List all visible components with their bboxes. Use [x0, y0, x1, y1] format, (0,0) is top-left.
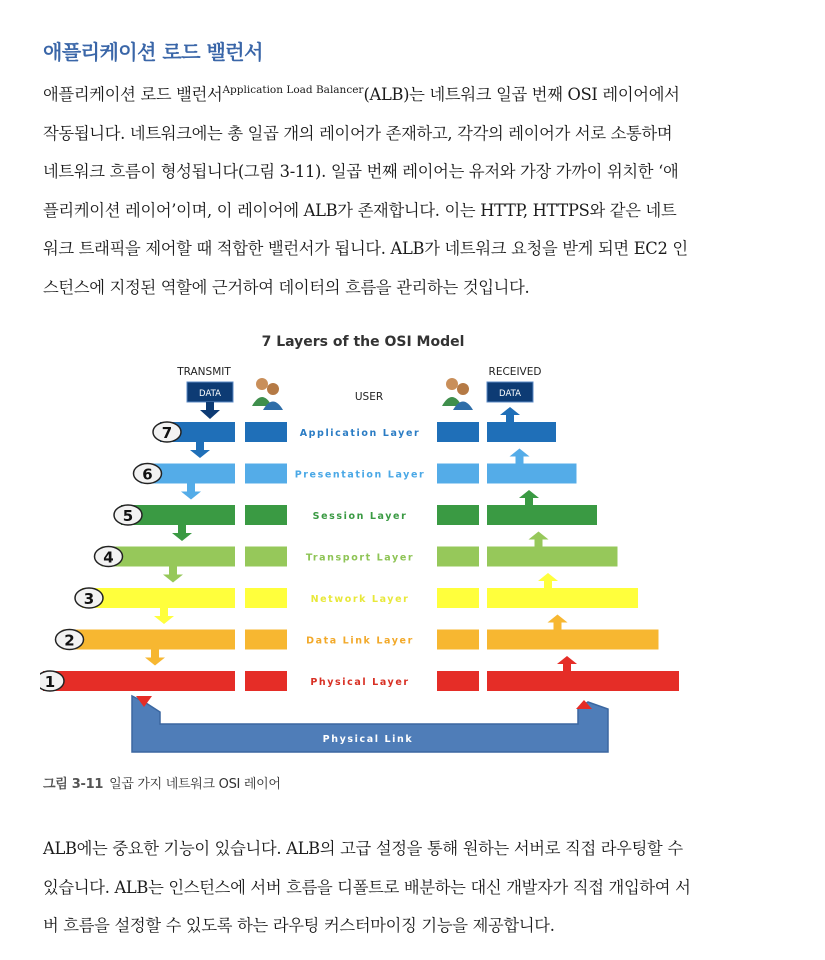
layer-number: 5 — [122, 507, 134, 525]
paragraph-line: 있습니다. ALB는 인스턴스에 서버 흐름을 디폴트로 배분하는 대신 개발자가 직접 개입하여 서 — [43, 877, 691, 897]
physical-link-label: Physical Link — [322, 734, 414, 745]
layer-inner-bar-left — [245, 671, 287, 691]
paragraph-text: (ALB)는 네트워크 일곱 번째 OSI 레이어에서 — [363, 85, 680, 104]
down-arrow-icon — [190, 442, 210, 458]
osi-model-diagram — [40, 322, 700, 762]
user-label: USER — [354, 391, 384, 403]
layer-right-bar — [487, 630, 659, 650]
paragraph-line: 작동됩니다. 네트워크에는 총 일곱 개의 레이어가 존재하고, 각각의 레이어가 서로 소통하며 — [43, 123, 673, 143]
section-heading: 애플리케이션 로드 밸런서 — [43, 40, 263, 64]
down-arrow-icon — [145, 650, 165, 666]
layer-number: 4 — [103, 548, 114, 567]
down-arrow-icon — [163, 567, 183, 583]
layer-name: Application Layer — [299, 428, 421, 439]
layer-number: 3 — [83, 590, 95, 608]
up-arrow-icon — [557, 656, 577, 671]
layer-inner-bar-left — [245, 547, 287, 567]
paragraph-line — [43, 71, 795, 115]
figure-caption-text: 일곱 가지 네트워크 OSI 레이어 — [109, 777, 281, 792]
layer-name: Transport Layer — [305, 552, 415, 564]
layer-name: Presentation Layer — [294, 469, 426, 481]
layer-number: 6 — [142, 465, 153, 484]
layer-left-bar — [82, 588, 235, 608]
paragraph-line: 네트워크 흐름이 형성됩니다(그림 3-11). 일곱 번째 레이어는 유저와 가장 가까이 위치한 ‘애 — [43, 162, 679, 181]
up-arrow-icon — [529, 532, 549, 547]
transmit-arrow-icon — [200, 402, 220, 419]
figure-caption — [43, 773, 281, 792]
down-arrow-icon — [154, 608, 174, 624]
layer-right-bar — [487, 547, 618, 567]
up-arrow-icon — [538, 573, 558, 588]
paragraph-line: 버 흐름을 설정할 수 있도록 하는 라우팅 커스터마이징 기능을 제공합니다. — [43, 916, 555, 935]
paragraph-line: 워크 트래픽을 제어할 때 적합한 밸런서가 됩니다. ALB가 네트워크 요청을 받게 되면 EC2 인 — [43, 239, 688, 258]
figure-caption-label: 그림 3-11 — [43, 777, 104, 792]
down-arrow-icon — [172, 525, 192, 541]
layer-right-bar — [487, 505, 597, 525]
layer-left-bar — [43, 671, 235, 691]
layer-name: Network Layer — [310, 594, 410, 605]
layer-inner-bar-left — [245, 464, 287, 484]
received-label: RECEIVED — [488, 366, 542, 378]
layer-inner-bar-left — [245, 588, 287, 608]
layer-inner-bar-left — [245, 422, 287, 442]
up-arrow-icon — [500, 407, 520, 422]
layer-inner-bar-right — [437, 588, 479, 608]
layer-number: 7 — [161, 424, 173, 442]
layer-inner-bar-right — [437, 505, 479, 525]
sender-users-icon-head-2 — [267, 383, 279, 395]
layer-inner-bar-right — [437, 547, 479, 567]
paragraph-line: 플리케이션 레이어’이며, 이 레이어에 ALB가 존재합니다. 이는 HTTP, HTTPS와 같은 네트 — [43, 200, 677, 220]
layer-number: 1 — [44, 673, 56, 691]
up-arrow-icon — [548, 615, 568, 630]
layer-name: Session Layer — [312, 511, 408, 522]
paragraph-line: ALB에는 중요한 기능이 있습니다. ALB의 고급 설정을 통해 원하는 서버로 직접 라우팅할 수 — [43, 839, 683, 858]
layer-right-bar — [487, 422, 556, 442]
receiver-users-icon-head-2 — [457, 383, 469, 395]
sender-users-icon-head — [256, 378, 268, 390]
up-arrow-icon — [510, 449, 530, 464]
layer-name: Physical Layer — [310, 677, 410, 688]
layer-name: Data Link Layer — [306, 635, 414, 647]
transmit-label: TRANSMIT — [177, 366, 231, 378]
layer-number: 2 — [64, 631, 75, 650]
layer-inner-bar-left — [245, 505, 287, 525]
down-arrow-icon — [181, 484, 201, 500]
layer-right-bar — [487, 588, 638, 608]
received-data-label: DATA — [499, 389, 521, 399]
layer-inner-bar-right — [437, 671, 479, 691]
layer-inner-bar-left — [245, 630, 287, 650]
layer-right-bar — [487, 464, 577, 484]
transmit-data-label: DATA — [199, 389, 221, 399]
layer-inner-bar-right — [437, 464, 479, 484]
osi-model-figure — [40, 322, 700, 762]
layer-right-bar — [487, 671, 679, 691]
paragraph-line: 스턴스에 지정된 역할에 근거하여 데이터의 흐름을 관리하는 것입니다. — [43, 277, 530, 297]
layer-inner-bar-right — [437, 422, 479, 442]
receiver-users-icon-head — [446, 378, 458, 390]
layer-inner-bar-right — [437, 630, 479, 650]
english-term-superscript: Application Load Balancer — [222, 84, 364, 96]
up-arrow-icon — [519, 490, 539, 505]
layer-left-bar — [63, 630, 236, 650]
diagram-title: 7 Layers of the OSI Model — [261, 334, 465, 350]
paragraph-text: 애플리케이션 로드 밸런서 — [43, 85, 223, 104]
paragraph-intro — [43, 71, 795, 307]
paragraph-alb-features — [43, 830, 795, 946]
